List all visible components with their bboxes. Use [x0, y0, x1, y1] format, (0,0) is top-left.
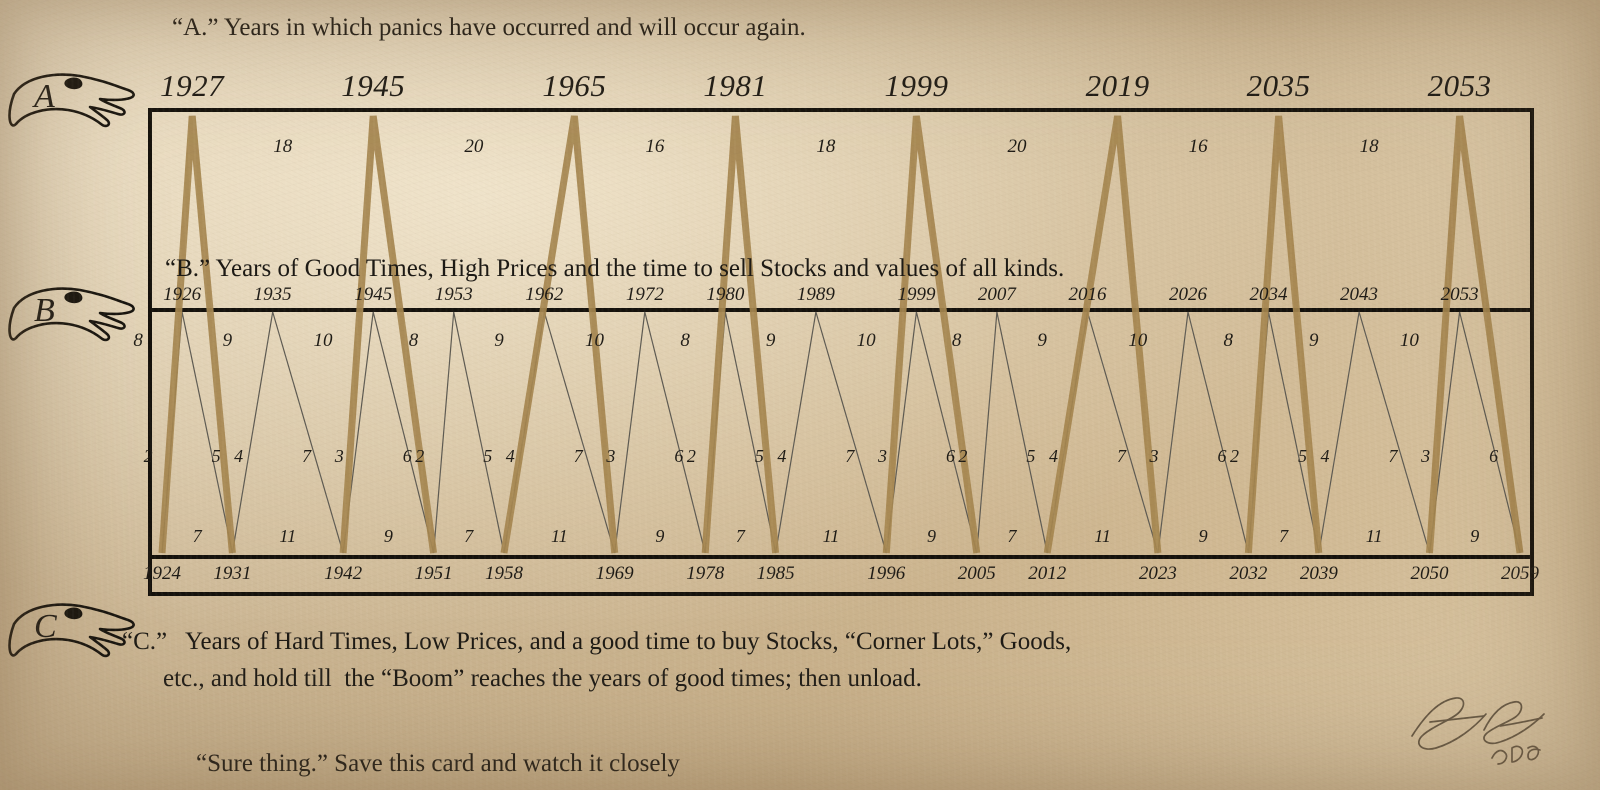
panic-cycle-line	[343, 116, 434, 553]
caption-a: “A.” Years in which panics have occurred and will occur again.	[172, 14, 806, 41]
marker-label-b: B	[34, 292, 55, 329]
caption-footer: “Sure thing.” Save this card and watch it closely	[196, 750, 680, 777]
caption-c-line2: etc., and hold till the “Boom” reaches the years of good times; then unload.	[163, 665, 922, 692]
marker-label-a: A	[34, 78, 55, 115]
caption-c-line1: “C.” Years of Hard Times, Low Prices, and a good time to buy Stocks, “Corner Lots,” Goods,	[122, 628, 1072, 655]
pointing-hand-a-icon	[8, 68, 148, 144]
pointing-hand-c-icon	[8, 598, 148, 674]
cycle-lines	[148, 108, 1534, 596]
signature	[1400, 670, 1570, 780]
marker-label-c: C	[34, 608, 57, 645]
benner-cycle-chart: 1927 1945 1965 1981 1999 2019 2035 2053 18 20 16 18 20 16 18 1926 1935 1945 1953 1962 1972 1980 1989 1999 2007 2016 2026 2034 2043 2053 8 9 10 8 9 10 8 9 10 8 9 10 8 9 10 1924 1931 1942 1951 1958 1969 1978 1985 1996 2005 2012 2023 2032 2039 2050 2059 7 11 9 7 11 9 7 11 9 7 11 9 7 11 9 2 5 4 7 3 6 2 5 4 7 3 6 2 5 4 7 3 6 2 5 4 7 3 6 2 5 4 7 3 6	[148, 108, 1534, 596]
panic-cycle-line	[886, 116, 977, 553]
pointing-hand-b-icon	[8, 282, 148, 358]
panic-cycle-line	[1430, 116, 1521, 553]
caption-b: “B.” Years of Good Times, High Prices and the time to sell Stocks and values of all kinds.	[165, 255, 1065, 282]
